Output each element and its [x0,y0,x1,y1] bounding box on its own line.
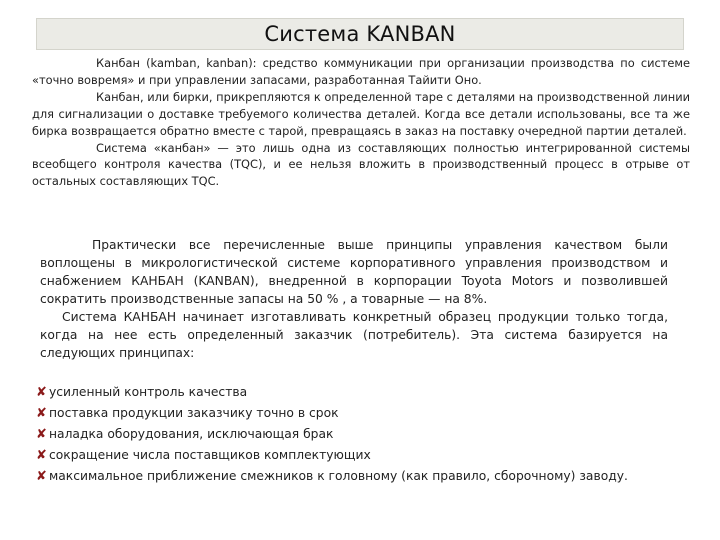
definition-block [32,55,690,190]
list-item-text: поставка продукции заказчику точно в срок [49,406,339,420]
tqc-paragraph: Система «канбан» — это лишь одна из составляющих полностью интегрированной системы всеобщего контроля качества (TQC), и ее нельзя вложить в производственный процесс в отрыве от остальных составляющих TQC. [32,140,690,189]
x-mark-icon: ✘ [36,469,47,484]
definition-paragraph: Канбан (kamban, kanban): средство коммуникации при организации производства по системе «точно вовремя» и при управлении запасами, разработанная Тайити Оно. [32,56,690,87]
principles-block [40,236,668,362]
list-item-text: усиленный контроль качества [49,385,248,399]
list-item [36,466,696,487]
x-mark-icon: ✘ [36,406,47,421]
list-item [36,445,696,466]
x-mark-icon: ✘ [36,427,47,442]
toyota-paragraph: Практически все перечисленные выше принципы управления качеством были воплощены в микрологистической системе корпоративного управления производством и снабжением КАНБАН (KANBAN), внедренной в корпорации Toyota Motors и позволившей сократить производственные запасы на 50 % , а товарные — на 8%. [40,238,668,306]
list-item-text: наладка оборудования, исключающая брак [49,427,334,441]
system-paragraph: Система КАНБАН начинает изготавливать конкретный образец продукции только тогда, когда на нее есть определенный заказчик (потребитель). Эта система базируется на следующих принципах: [40,310,668,360]
principles-list [36,382,696,487]
slide-title: Система KANBAN [264,22,456,46]
list-item [36,424,696,445]
tags-paragraph: Канбан, или бирки, прикрепляются к определенной таре с деталями на производственной линии для сигнализации о доставке требуемого количества деталей. Когда все детали использованы, все та же бирка возвращается обратно вместе с тарой, превращаясь в заказ на поставку очередной партии деталей. [32,89,690,138]
title-bar [36,18,684,50]
list-item [36,403,696,424]
list-item-text: максимальное приближение смежников к головному (как правило, сборочному) заводу. [49,469,628,483]
list-item [36,382,696,403]
x-mark-icon: ✘ [36,448,47,463]
x-mark-icon: ✘ [36,385,47,400]
list-item-text: сокращение числа поставщиков комплектующих [49,448,371,462]
